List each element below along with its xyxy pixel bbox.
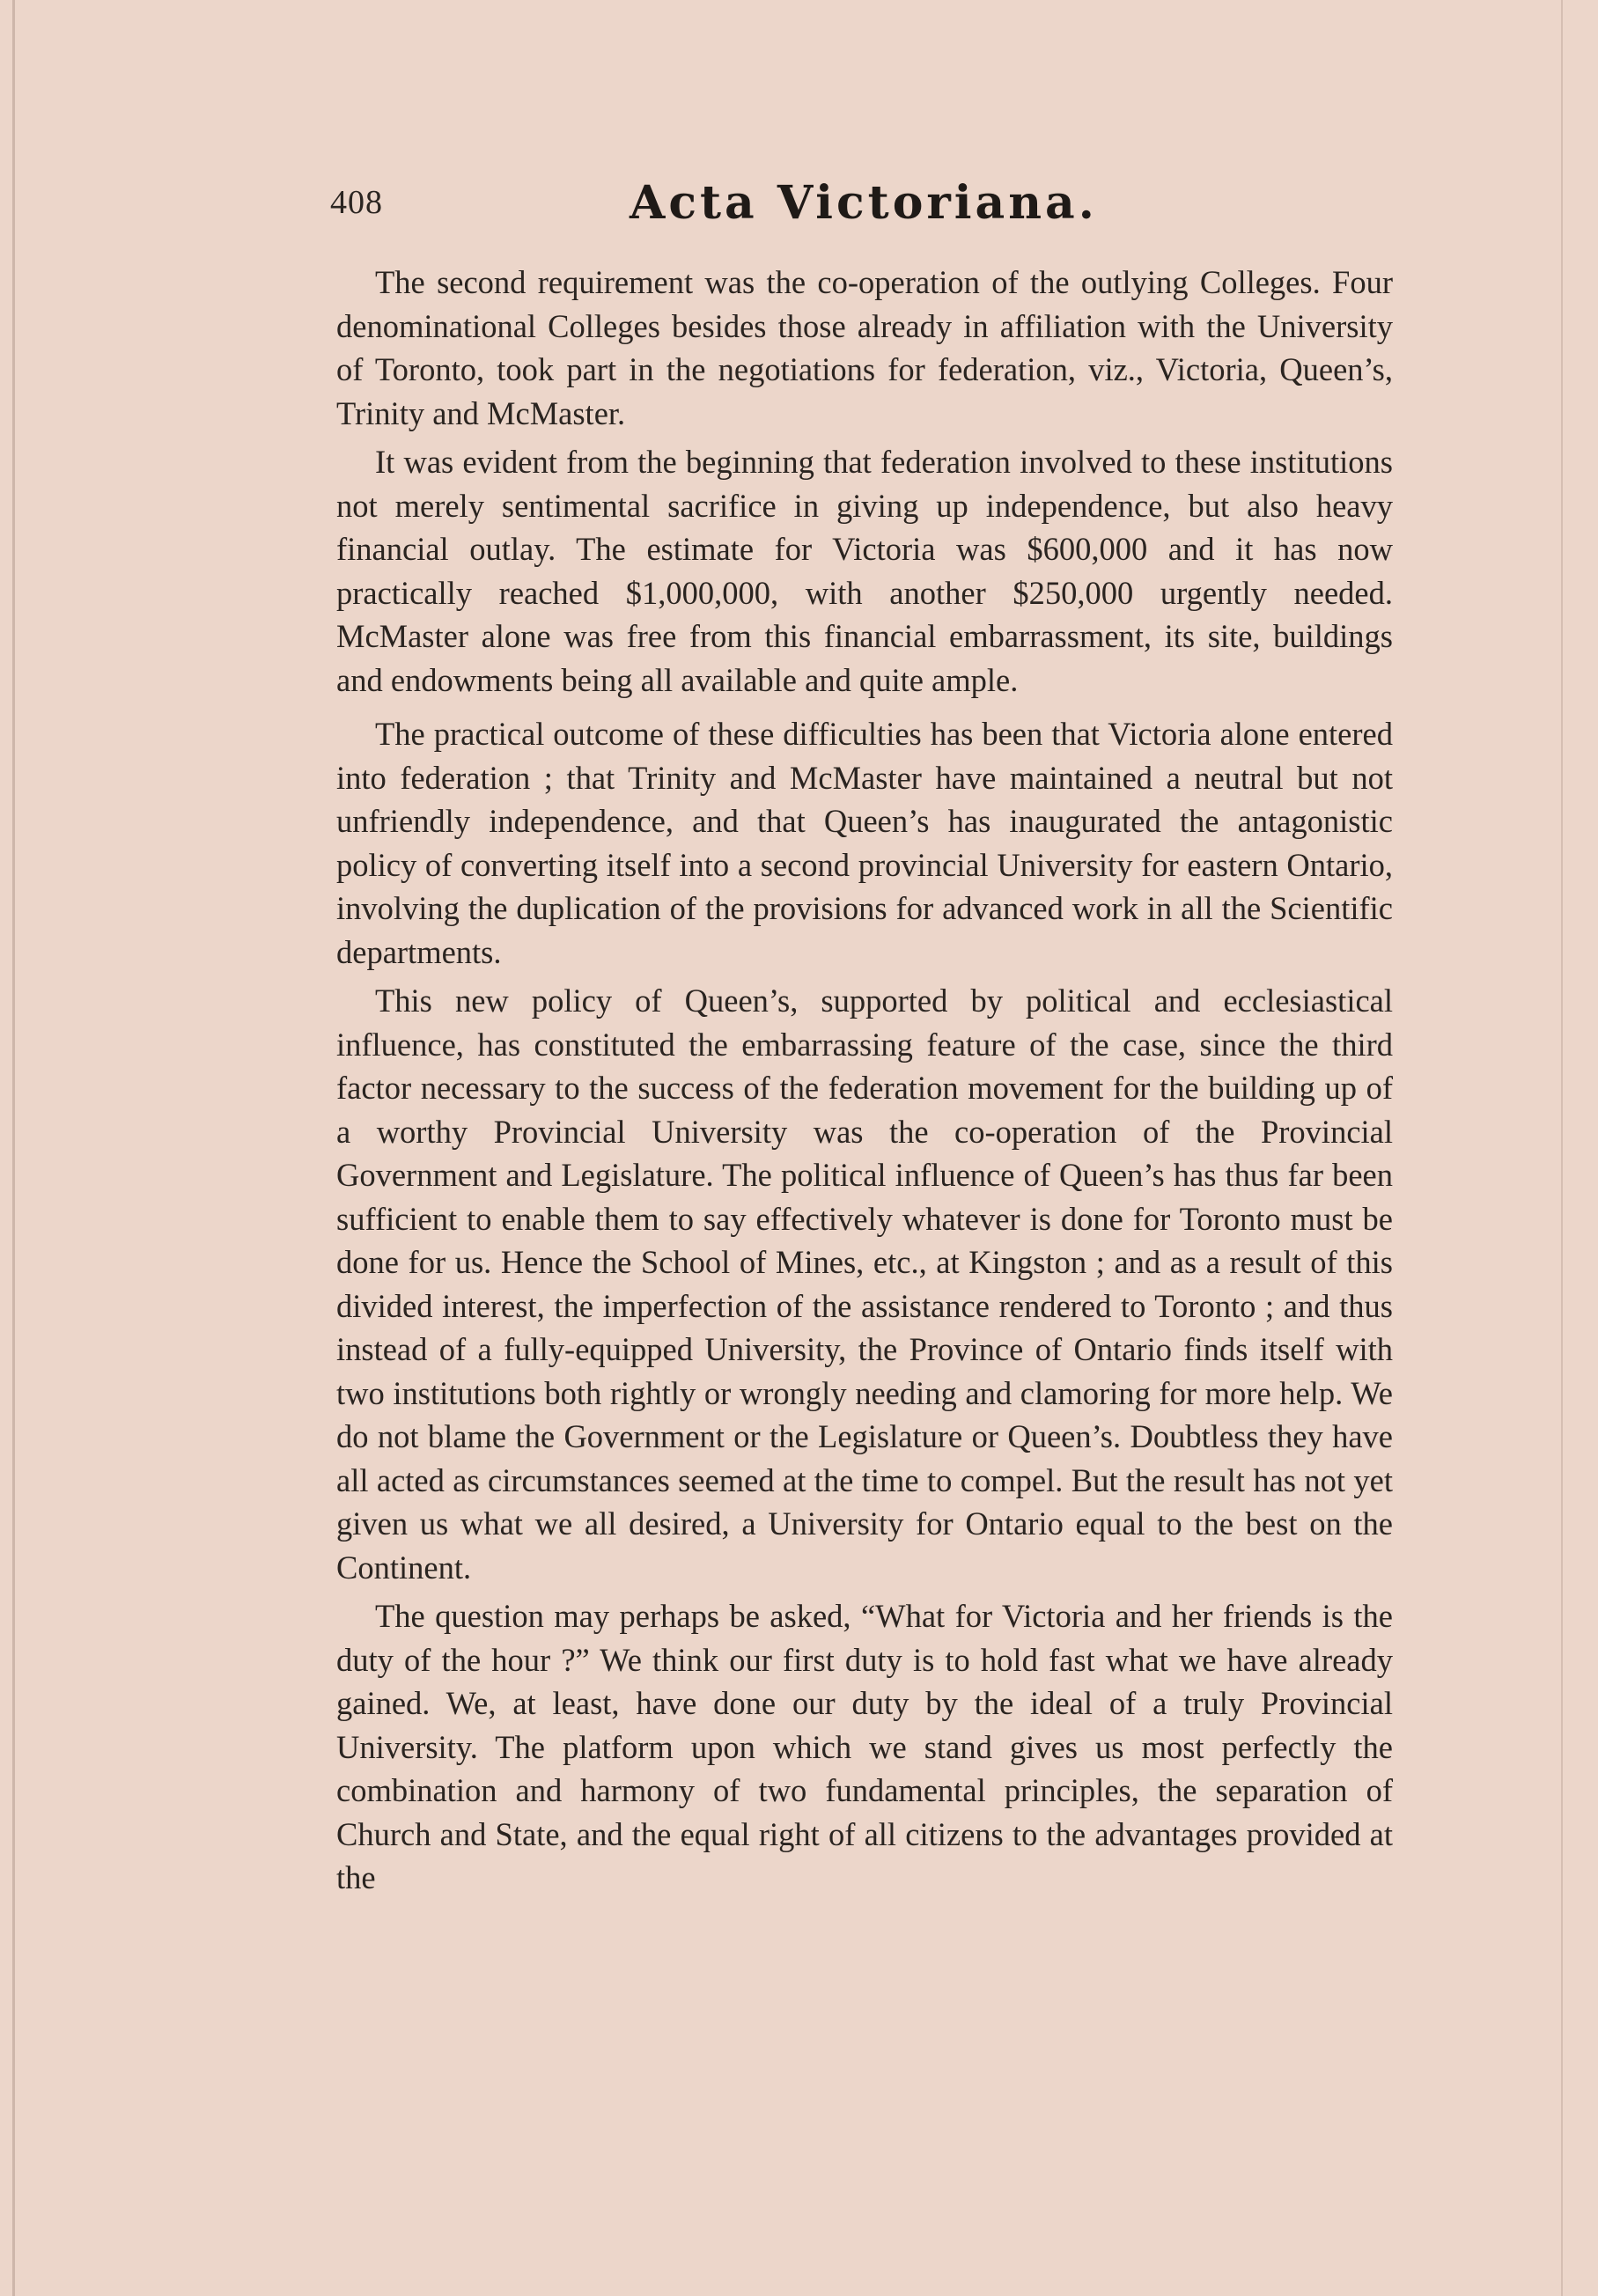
paragraph-1: The second requirement was the co-operation of the outlying Colleges. Four denominational Colleges besides those already in affiliation with the University of Toronto, took part in the negotiations for federation, viz., Victoria, Queen’s, Trinity and McMaster. bbox=[336, 264, 1393, 431]
page-left-edge bbox=[12, 0, 15, 2296]
paragraph-3: The practical outcome of these difficulties has been that Victoria alone entered into federation ; that Trinity and McMaster have maintained a neutral but not unfriendly independence, and that Queen’s has inaugurated the antagonistic policy of converting itself into a second provincial University for eastern Ontario, involving the duplication of the provisions for advanced work in all the Scientific departments. bbox=[336, 716, 1393, 970]
body-text bbox=[336, 261, 1393, 1900]
page-number: 408 bbox=[330, 184, 383, 221]
running-title: Acta Victoriana. bbox=[630, 176, 1098, 230]
page-header bbox=[330, 167, 1422, 247]
page-right-edge bbox=[1561, 0, 1563, 2296]
paragraph-4: This new policy of Queen’s, supported by political and ecclesiastical influence, has constituted the embarrassing feature of the case, since the third factor necessary to the success of the federation movement for the building up of a worthy Provincial University was the co-operation of the Provincial Government and Legislature. The political influence of Queen’s has thus far been sufficient to enable them to say effectively whatever is done for Toronto must be done for us. Hence the School of Mines, etc., at Kingston ; and as a result of this divided interest, the imperfection of the assistance rendered to Toronto ; and thus instead of a fully-equipped University, the Province of Ontario finds itself with two institutions both rightly or wrongly needing and clamoring for more help. We do not blame the Government or the Legislature or Queen’s. Doubtless they have all acted as circumstances seemed at the time to compel. But the result has not yet given us what we all desired, a University for Ontario equal to the best on the Continent. bbox=[336, 982, 1393, 1586]
paragraph-5: The question may perhaps be asked, “What for Victoria and her friends is the duty of the hour ?” We think our first duty is to hold fast what we have already gained. We, at least, have done our duty by the ideal of a truly Provincial University. The platform upon which we stand gives us most perfectly the combination and harmony of two fundamental principles, the separation of Church and State, and the equal right of all citizens to the advantages provided at the bbox=[336, 1598, 1393, 1895]
paragraph-2: It was evident from the beginning that federation involved to these institutions not merely sentimental sacrifice in giving up independence, but also heavy financial outlay. The estimate for Victoria was $600,000 and it has now practically reached $1,000,000, with another $250,000 urgently needed. McMaster alone was free from this financial embarrassment, its site, buildings and endowments being all available and quite ample. bbox=[336, 444, 1393, 698]
